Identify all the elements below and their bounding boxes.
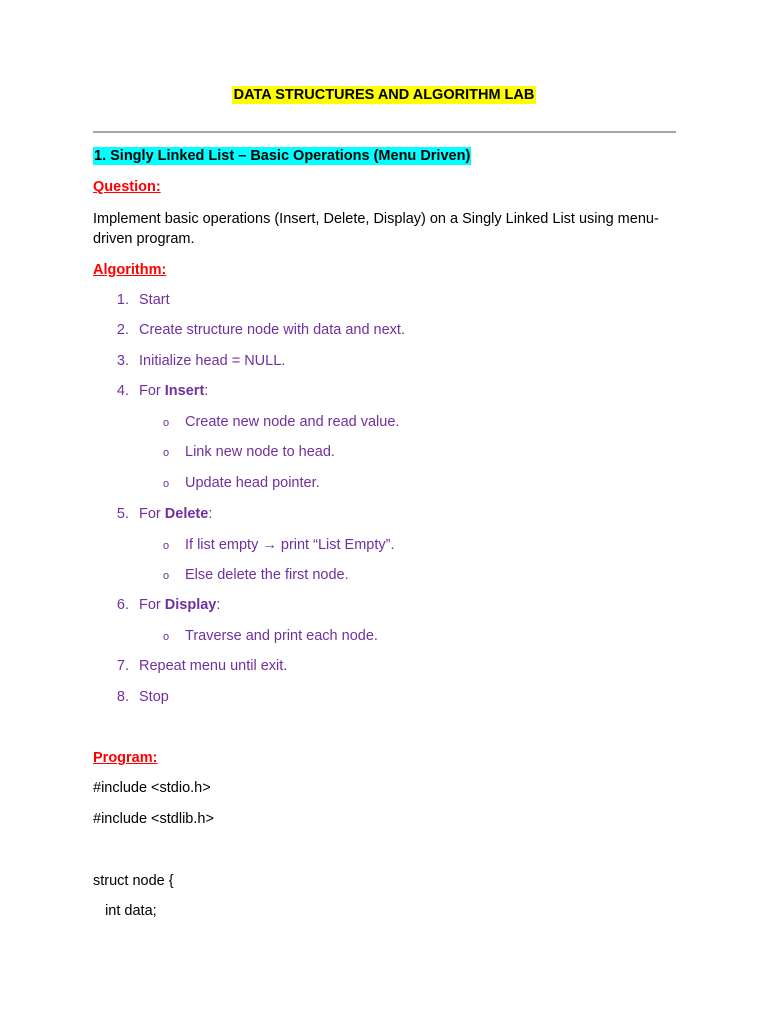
horizontal-rule [93, 131, 676, 133]
document-page: DATA STRUCTURES AND ALGORITHM LAB 1. Singly Linked List – Basic Operations (Menu Driven) Question: Implement basic operations (Insert, Delete, Display) on a Singly Linked List using menu-driven program. Algorithm: 1. Start 2. Create structure node with data and next. 3. Initialize head = NULL. 4. For Insert: o Create new node and read value. o Link new node to head. o Update head pointer. 5. For Delete: o If list empty → print “List Empty”. o Else delete the first node. 6. For Display: o Traverse and print each node. 7. Repeat menu until exit. 8. Stop Program: #include <stdio.h> #include <stdlib.h> struct node { int data; [0, 0, 768, 1024]
question-label: Question: [93, 179, 161, 195]
document-title: DATA STRUCTURES AND ALGORITHM LAB [233, 87, 535, 103]
program-label: Program: [93, 750, 158, 766]
question-text: Implement basic operations (Insert, Delete, Display) on a Singly Linked List using menu-driven program. [93, 211, 659, 247]
code-line: #include <stdlib.h> [93, 811, 214, 827]
algorithm-label: Algorithm: [93, 262, 167, 278]
code-line: int data; [93, 903, 157, 919]
code-line: struct node { [93, 873, 174, 889]
code-line: #include <stdio.h> [93, 780, 211, 796]
section-title: 1. Singly Linked List – Basic Operations (Menu Driven) [94, 148, 471, 164]
